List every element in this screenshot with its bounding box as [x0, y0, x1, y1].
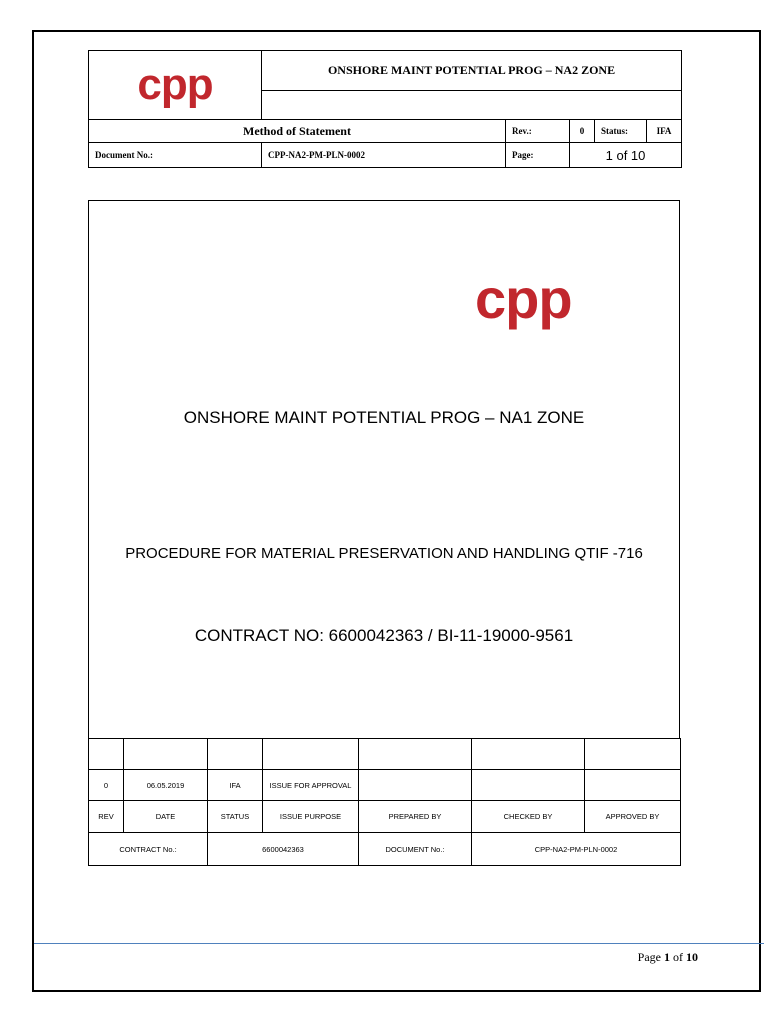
checked-cell [472, 770, 585, 801]
purpose-cell: ISSUE FOR APPROVAL [263, 770, 359, 801]
footer-page-word: Page [637, 950, 661, 964]
approved-header: APPROVED BY [585, 801, 681, 833]
page-value: 1 of 10 [570, 143, 682, 168]
cover-project-title: ONSHORE MAINT POTENTIAL PROG – NA1 ZONE [183, 408, 585, 427]
document-label: DOCUMENT No.: [359, 833, 472, 866]
rev-label: Rev.: [506, 120, 570, 143]
table-cell [89, 739, 124, 770]
table-row [89, 770, 681, 801]
footer-of-word: of [673, 950, 683, 964]
table-cell [585, 739, 681, 770]
prepared-header: PREPARED BY [359, 801, 472, 833]
table-cell [472, 739, 585, 770]
status-value: IFA [647, 120, 682, 143]
approved-cell [585, 770, 681, 801]
table-cell [359, 739, 472, 770]
header-logo-cell [89, 51, 262, 120]
rev-header: REV [89, 801, 124, 833]
document-value: CPP-NA2-PM-PLN-0002 [472, 833, 681, 866]
contract-label: CONTRACT No.: [89, 833, 208, 866]
cover-procedure-title: PROCEDURE FOR MATERIAL PRESERVATION AND HANDLING QTIF -716 [125, 545, 643, 562]
purpose-header: ISSUE PURPOSE [263, 801, 359, 833]
rev-cell: 0 [89, 770, 124, 801]
revision-table [88, 738, 681, 866]
project-title: ONSHORE MAINT POTENTIAL PROG – NA2 ZONE [262, 51, 682, 91]
table-footer-row [89, 833, 681, 866]
docno-value: CPP-NA2-PM-PLN-0002 [262, 143, 506, 168]
rev-value: 0 [570, 120, 595, 143]
prepared-cell [359, 770, 472, 801]
document-type: Method of Statement [89, 120, 506, 143]
table-cell [124, 739, 208, 770]
checked-header: CHECKED BY [472, 801, 585, 833]
footer-rule [34, 943, 764, 944]
header-blank-cell [262, 91, 682, 120]
cover-contract-number: CONTRACT NO: 6600042363 / BI-11-19000-9561 [194, 626, 574, 645]
cover-logo: cpp [475, 267, 572, 330]
table-cell [263, 739, 359, 770]
footer-page-number [638, 950, 698, 965]
footer-page-total: 10 [686, 950, 698, 964]
cover-box [88, 200, 680, 739]
contract-value: 6600042363 [208, 833, 359, 866]
document-header [88, 50, 682, 168]
page-label: Page: [506, 143, 570, 168]
status-label: Status: [595, 120, 647, 143]
table-header-row [89, 801, 681, 833]
date-cell: 06.05.2019 [124, 770, 208, 801]
table-row [89, 739, 681, 770]
date-header: DATE [124, 801, 208, 833]
docno-label: Document No.: [89, 143, 262, 168]
status-header: STATUS [208, 801, 263, 833]
status-cell: IFA [208, 770, 263, 801]
footer-page-num: 1 [664, 950, 670, 964]
company-logo: cpp [137, 60, 213, 109]
table-cell [208, 739, 263, 770]
